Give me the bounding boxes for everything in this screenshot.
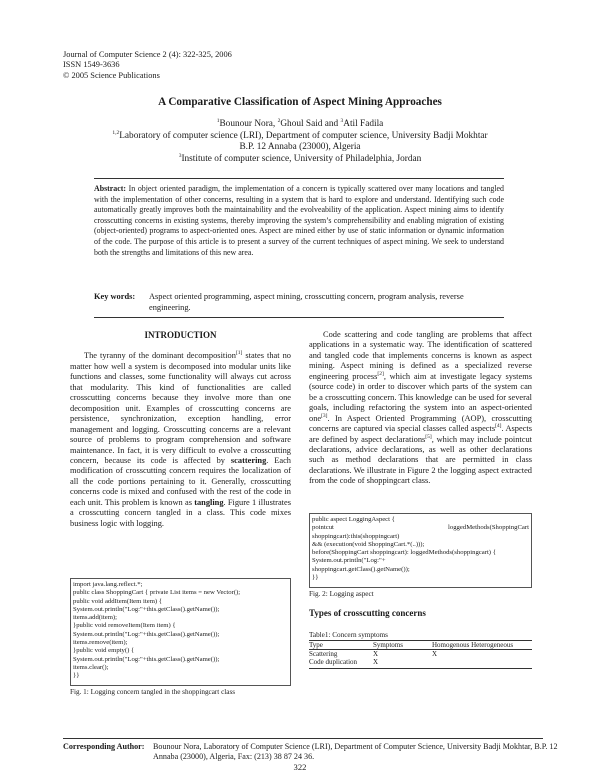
paper-title: A Comparative Classification of Aspect Mining Approaches xyxy=(158,96,442,108)
issn: ISSN 1549-3636 xyxy=(63,60,120,70)
table-cell: X xyxy=(373,658,379,666)
concern-symptoms-table xyxy=(307,641,530,667)
citation-ref: [2] xyxy=(377,371,384,378)
code-line: }public void removeItem(Item item) { xyxy=(73,622,176,630)
code-line xyxy=(312,524,529,532)
code-line: before(ShoppingCart shoppingcart): loggedMethods(shoppingcart) { xyxy=(312,549,496,557)
affiliation-1-line2: B.P. 12 Annaba (23000), Algeria xyxy=(239,142,361,152)
code-line: System.out.println("Log:"+this.getClass().getName()); xyxy=(73,605,220,613)
footer-rule xyxy=(63,738,543,739)
right-column xyxy=(309,330,532,487)
code-line: && (execution(void ShoppingCart.*(..))); xyxy=(312,540,425,548)
citation-ref: [5] xyxy=(425,433,432,440)
citation-ref: [1] xyxy=(235,350,243,357)
code-line: public void addItem(Item item) { xyxy=(73,597,163,605)
left-column xyxy=(70,330,291,529)
affil-text: Laboratory of computer science (LRI), Department of computer science, University Badji Mokhtar xyxy=(119,130,488,141)
figure-1-code xyxy=(70,578,291,686)
table-row xyxy=(307,658,530,667)
text-run: Code scattering and code tangling are problems that affect applications in a systematic way. The identification of scattered and tangled code that implements concerns is known as aspect mining. Aspect mining is defined as a specialized reverse engineering process xyxy=(309,330,532,381)
abstract-label: Abstract: xyxy=(94,184,126,193)
corresponding-text: Bounour Nora, Laboratory of Computer Science (LRI), Department of Computer Science, University Badji Mokhtar, B.P. 12 Annaba (23000), Algeria, Fax: (213) 38 87 24 36. xyxy=(153,742,558,761)
text-run: states that no matter how well a system is decomposed into modular units like functions and classes, some functionality will always cut across that modularity. This kind of functionalities are called crosscutting concerns because they involve more than one decomposition unit. Examples of crosscutting concerns are persistence, synchronization, exception handling, error management and logging. Crosscutting concerns are a relevant source of problems to program comprehension and software maintenance. In fact, it is very difficult to evolve a crosscutting concern, because its code is affected by xyxy=(70,351,291,465)
citation-ref: [3] xyxy=(321,412,328,419)
abstract-top-rule xyxy=(94,178,504,179)
aspect-mining-paragraph xyxy=(309,330,532,487)
types-heading: Types of crosscutting concerns xyxy=(309,608,426,618)
author-name: Bounour Nora, xyxy=(219,119,278,129)
keywords-label: Key words: xyxy=(94,292,136,301)
code-line: }public void empty() { xyxy=(73,647,135,655)
journal-header xyxy=(63,50,232,81)
affiliation-2 xyxy=(0,154,600,166)
table-header-cell: Symptoms xyxy=(373,641,403,649)
figure-2-caption: Fig. 2: Logging aspect xyxy=(309,590,374,598)
code-line: shoppingcart.getClass().getName()); xyxy=(312,565,410,573)
author-block xyxy=(0,119,600,165)
figure-1-caption: Fig. 1: Logging concern tangled in the shoppingcart class xyxy=(70,688,236,696)
code-line: System.out.println("Log:"+this.getClass().getName()); xyxy=(73,655,220,663)
table-cell: X xyxy=(432,649,438,658)
term-scattering: scattering xyxy=(230,455,267,465)
affil-sup: 3 xyxy=(178,152,182,159)
code-line: items.remove(item); xyxy=(73,639,128,647)
intro-paragraph xyxy=(70,351,291,529)
code-line: items.add(item); xyxy=(73,614,118,622)
text-run: . Figure 1 illustrates a crosscutting concern tangled in a class. This code mixes business logic with logging. xyxy=(70,497,291,528)
copyright: © 2005 Science Publications xyxy=(63,70,160,80)
keywords-text: Aspect oriented programming, aspect mining, crosscutting concern, program analysis, reverse engineering. xyxy=(149,292,464,312)
text-run: . In Aspect Oriented Programming (AOP), crosscutting concerns are captured via special classes called aspects xyxy=(309,413,532,434)
abstract xyxy=(94,184,504,258)
affil-sup: 1,2 xyxy=(112,129,120,136)
table-cell: Scattering xyxy=(309,649,338,658)
code-token: pointcut xyxy=(312,524,334,532)
author-name: Ghoul Said and xyxy=(280,119,341,129)
corresponding-author xyxy=(63,742,558,761)
table-header-rule xyxy=(309,649,532,650)
code-line: shoppingcart):this(shoppingcart) xyxy=(312,532,400,540)
author-names xyxy=(0,119,600,131)
page-number: 322 xyxy=(293,762,307,772)
citation-ref: [4] xyxy=(495,423,502,430)
keywords xyxy=(94,292,504,312)
abstract-text: In object oriented paradigm, the implementation of a concern is typically scattered over many locations and tangled with the implementation of other concerns, resulting in a system that is hard to explore and understand. Identifying such code automatically greatly improves both the maintainability and the evolveability of the application. Aspect mining aims to identify crosscutting concerns in existing systems, thereby improving the system’s comprehensibility and enabling migration of existing (object-oriented) programs to aspect-oriented ones. Aspect are mined either by use of static information or dynamic information of the code. The purpose of this article is to present a survey of the current techniques of aspect mining. We seek to understand both the strengths and limitations of this new area. xyxy=(94,184,504,257)
table-header-cell: Homogenous Heterogeneous xyxy=(432,641,514,649)
author-sup: 1 xyxy=(216,117,220,124)
journal-citation: Journal of Computer Science 2 (4): 322-325, 2006 xyxy=(63,50,232,59)
author-sup: 2 xyxy=(277,117,281,124)
code-line: }} xyxy=(312,574,319,582)
code-line: import java.lang.reflect.*; xyxy=(73,581,143,588)
code-line: public aspect LoggingAspect { xyxy=(312,516,395,523)
code-line: System.out.println("Log:"+this.getClass().getName()); xyxy=(73,630,220,638)
text-run: , which may include pointcut declarations, advice declarations, as well as other declarations such as method declarations that are permitted in class declarations. We illustrate in Figure 2 the logging aspect extracted from the code of shoppingcart class. xyxy=(309,434,532,486)
code-line: System.out.println("Log:"+ xyxy=(312,557,386,565)
figure-2-code xyxy=(309,513,532,588)
table-cell: X xyxy=(373,649,379,658)
author-name: Atil Fadila xyxy=(343,119,384,129)
table-cell xyxy=(430,658,530,667)
term-tangling: tangling xyxy=(194,497,224,507)
text-run: The tyranny of the dominant decomposition xyxy=(84,351,236,361)
corresponding-label: Corresponding Author: xyxy=(63,742,145,751)
code-line: public class ShoppingCart { private List items = new Vector(); xyxy=(73,589,241,597)
table-1-caption: Table1: Concern symptoms xyxy=(309,631,388,639)
text-run: . Aspects are defined by aspect declarations xyxy=(309,424,532,444)
text-run: . Each modification of crosscutting concern requires the localization of all the code portions pertaining to it. Generally, crosscutting concerns code is mixed and confused with the rest of the code in each unit. This problem is known as xyxy=(70,455,291,507)
table-header-cell: Type xyxy=(309,641,323,649)
table-bottom-rule xyxy=(309,668,532,669)
code-line: items.clear(); xyxy=(73,663,109,671)
text-run: , which aim at investigate legacy systems (source code) in order to discover which parts of the system can be a crosscutting concern. This knowledge can be used for several goals, including refactoring the system into an aspect-oriented one xyxy=(309,371,532,423)
affiliation-1 xyxy=(0,131,600,143)
table-cell: Code duplication xyxy=(309,658,358,666)
table-row xyxy=(307,650,530,659)
affil-text: Institute of computer science, University of Philadelphia, Jordan xyxy=(181,153,422,164)
author-sup: 3 xyxy=(340,117,344,124)
code-token: loggedMethods(ShoppingCart xyxy=(448,524,529,532)
keywords-bottom-rule xyxy=(94,317,504,318)
intro-heading: INTRODUCTION xyxy=(144,330,217,340)
code-line: }} xyxy=(73,672,80,680)
